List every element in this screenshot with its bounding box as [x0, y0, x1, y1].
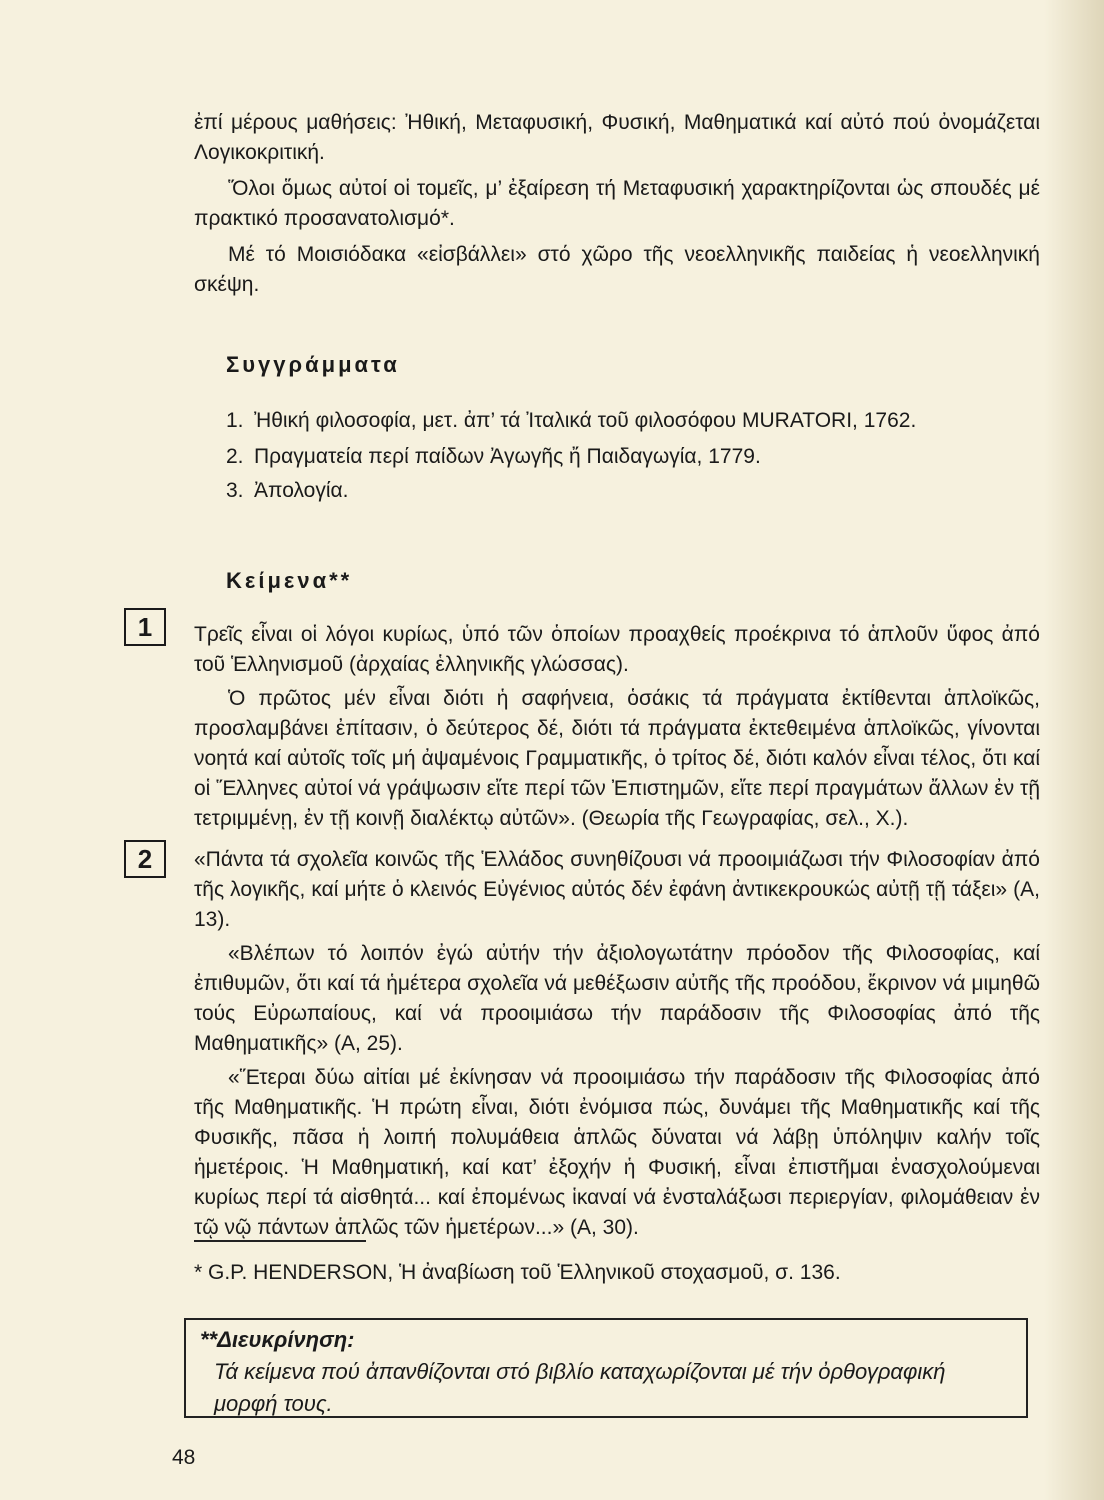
- works-list: [226, 406, 986, 506]
- clarification-box: [184, 1318, 1028, 1418]
- works-item-text: Ἠθική φιλοσοφία, μετ. ἀπ’ τά Ἰταλικά τοῦ φιλοσόφου MURATORI, 1762.: [254, 409, 917, 432]
- works-item-text: Πραγματεία περί παίδων Ἀγωγῆς ἤ Παιδαγωγία, 1779.: [254, 445, 761, 468]
- works-item-number: 1.: [226, 409, 244, 432]
- section-2-paragraph-1: «Πάντα τά σχολεῖα κοινῶς τῆς Ἑλλάδος συνηθίζουσι νά προοιμιάζωσι τήν Φιλοσοφίαν ἀπό τῆς λογικῆς, καί μήτε ὁ κλεινός Εὐγένιος αὐτός δέν ἐφάνη ἀντικεκρουκώς αὐτῇ τῇ τάξει» (Α, 13).: [194, 848, 1040, 931]
- works-item-number: 2.: [226, 445, 244, 468]
- page-number: 48: [172, 1446, 196, 1469]
- intro-paragraph-2: Ὅλοι ὅμως αὐτοί οἱ τομεῖς, μ’ ἐξαίρεση τή Μεταφυσική χαρακτηρίζονται ὡς σπουδές μέ πρακτικό προσανατολισμό*.: [194, 177, 1040, 230]
- footnote: * G.P. HENDERSON, Ἡ ἀναβίωση τοῦ Ἑλληνικοῦ στοχασμοῦ, σ. 136.: [194, 1261, 841, 1284]
- works-item-text: Ἀπολογία.: [254, 479, 349, 502]
- page-edge-shadow: [1044, 0, 1104, 1500]
- works-heading: Συγγράμματα: [226, 352, 400, 377]
- works-item: [226, 476, 986, 506]
- section-number-box-2: 2: [124, 840, 166, 878]
- intro-paragraph-3: Μέ τό Μοισιόδακα «εἰσβάλλει» στό χῶρο τῆς νεοελληνικῆς παιδείας ἡ νεοελληνική σκέψη.: [194, 243, 1040, 296]
- text-section-2: [194, 845, 1040, 1243]
- intro-paragraph-1: ἐπί μέρους μαθήσεις: Ἠθική, Μεταφυσική, Φυσική, Μαθηματικά καί αὐτό πού ὀνομάζεται Λογικοκριτική.: [194, 111, 1040, 164]
- section-number-box-1: 1: [124, 608, 166, 646]
- section-2-paragraph-2: «Βλέπων τό λοιπόν ἐγώ αὐτήν τήν ἀξιολογωτάτην πρόοδον τῆς Φιλοσοφίας, καί ἐπιθυμῶν, ὅτι καί τά ἡμέτερα σχολεῖα νά μεθέξωσιν αὐτῆς τῆς προόδου, ἔκρινον νά μιμηθῶ τούς Εὐρωπαίους, καί νά προοιμιάσω τήν παράδοσιν τῆς Φιλοσοφίας ἀπό τῆς Μαθηματικῆς» (Α, 25).: [194, 942, 1040, 1055]
- section-1-paragraph-1: Τρεῖς εἶναι οἱ λόγοι κυρίως, ὑπό τῶν ὁποίων προαχθείς προέκρινα τό ἁπλοῦν ὕφος ἀπό τοῦ Ἑλληνισμοῦ (ἀρχαίας ἑλληνικῆς γλώσσας).: [194, 623, 1040, 676]
- section-1-paragraph-2: Ὁ πρῶτος μέν εἶναι διότι ἡ σαφήνεια, ὁσάκις τά πράγματα ἐκτίθενται ἁπλοϊκῶς, προσλαμβάνει ἐπίτασιν, ὁ δεύτερος δέ, διότι τά πράγματα ἐκτεθειμένα ἁπλοϊκῶς, γίνονται νοητά καί αὐτοῖς τοῖς μή ἀψαμένοις Γραμματικῆς, ὁ τρίτος δέ, διότι καλόν εἶναι τέλος, ὅτι καί οἱ Ἕλληνες αὐτοί νά γράψωσιν εἴτε περί τῶν Ἐπιστημῶν, εἴτε περί πραγμάτων ἄλλων ἐν τῇ τετριμμένῃ, ἐν τῇ κοινῇ διαλέκτῳ αὐτῶν». (Θεωρία τῆς Γεωγραφίας, σελ., Χ.).: [194, 687, 1040, 830]
- intro-block: [194, 108, 1040, 300]
- footnote-rule: [194, 1240, 366, 1242]
- works-item-number: 3.: [226, 479, 244, 502]
- section-2-paragraph-3: «Ἕτεραι δύω αἰτίαι μέ ἐκίνησαν νά προοιμιάσω τήν παράδοσιν τῆς Φιλοσοφίας ἀπό τῆς Μαθηματικῆς. Ἡ πρώτη εἶναι, διότι ἐνόμισα πώς, δυνάμει τῆς Μαθηματικῆς καί τῆς Φυσικῆς, πᾶσα ἡ λοιπή πολυμάθεια ἁπλῶς δύναται νά λάβῃ ὑπόληψιν καλήν τοῖς ἡμετέροις. Ἡ Μαθηματική, καί κατ’ ἐξοχήν ἡ Φυσική, εἶναι ἐπιστῆμαι ἐνασχολούμεναι κυρίως περί τά αἰσθητά... καί ἐπομένως ἱκαναί νά ἐνσταλάξωσι περιεργίαν, φιλομάθειαν ἐν τῷ νῷ πάντων ἁπλῶς τῶν ἡμετέρων...» (Α, 30).: [194, 1066, 1040, 1239]
- works-item: [226, 406, 986, 436]
- clarification-title: **Διευκρίνηση:: [200, 1327, 355, 1352]
- clarification-text: Τά κείμενα πού ἀπανθίζονται στό βιβλίο καταχωρίζονται μέ τήν ὀρθογραφική μορφή τους.: [214, 1359, 946, 1416]
- text-section-1: [194, 620, 1040, 834]
- texts-heading: Κείμενα**: [226, 568, 353, 593]
- works-item: [226, 442, 986, 472]
